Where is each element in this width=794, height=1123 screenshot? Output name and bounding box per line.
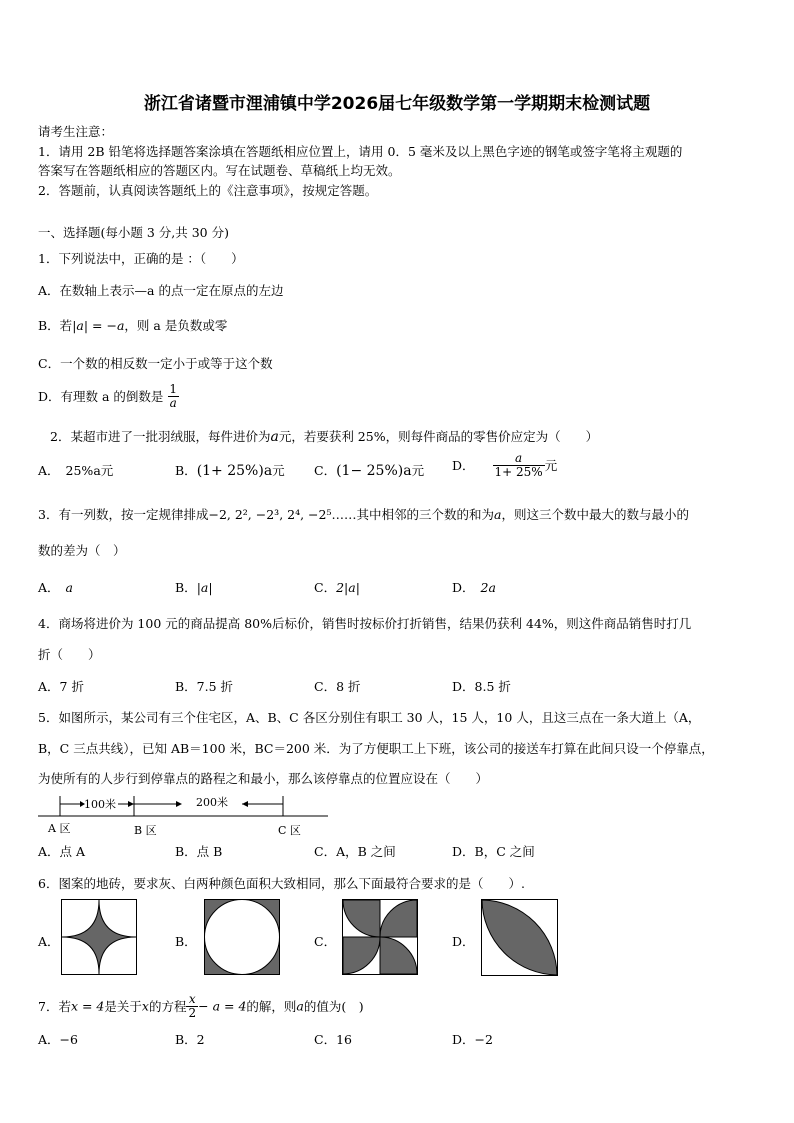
q2-stem: 2．某超市进了一批羽绒服，每件进价为a元，若要获利 25%，则每件商品的零售价应定为（ ）: [50, 429, 599, 445]
tile-d: [481, 899, 558, 976]
q6-stem: 6．图案的地砖，要求灰、白两种颜色面积大致相同，那么下面最符合要求的是（ ）.: [38, 876, 525, 891]
q7-option-c: C．16: [314, 1032, 352, 1047]
q5-option-a: A．点 A: [38, 844, 86, 859]
q3-option-b: B．|a|: [175, 580, 213, 595]
q6-option-b-label: B．: [175, 934, 197, 949]
label-zone-b: B 区: [134, 824, 157, 837]
q1-b-math: |a| = −a: [72, 318, 125, 333]
q6-option-d-label: D．: [452, 934, 475, 949]
q2-option-d: D． $\frac{a}{1+ 25\%}$ 元: [452, 451, 558, 479]
q2-option-c: C．(1− 25%)a元: [314, 463, 425, 479]
q1-option-a: A．在数轴上表示—a 的点一定在原点的左边: [38, 283, 284, 298]
notice-line-1a: 1．请用 2B 铅笔将选择题答案涂填在答题纸相应位置上，请用 0．5 毫米及以上黑色字迹的钢笔或签字笔将主观题的: [38, 144, 683, 159]
q1-option-b: B．若|a| = −a，则 a 是负数或零: [38, 318, 228, 333]
q3-option-d: D． 2a: [452, 580, 496, 595]
tile-c: [342, 899, 418, 975]
q3-option-a: A． a: [38, 580, 73, 595]
arrowhead-bc-left: [176, 801, 182, 807]
q5-line2: B，C 三点共线），已知 AB＝100 米，BC＝200 米．为了方便职工上下班，该公司的接送车打算在此间只设一个停靠点，: [38, 741, 714, 756]
q1-d-fraction: $\frac{1}{a}$: [169, 382, 178, 410]
q2-d-fraction: $\frac{a}{1+ 25\%}$: [494, 451, 543, 479]
tile-b-circle: [205, 900, 280, 975]
tile-b: [204, 899, 280, 975]
label-zone-a: A 区: [48, 822, 71, 835]
q6-option-a-label: A．: [38, 934, 60, 949]
q7-equation-fraction: $\frac{x}{2}$: [188, 992, 197, 1020]
q7-option-d: D．−2: [452, 1032, 493, 1047]
q5-option-d: D．B，C 之间: [452, 844, 535, 859]
arrowhead-bc-right: [242, 801, 248, 807]
notice-heading: 请考生注意：: [38, 124, 114, 139]
q4-option-b: B．7.5 折: [175, 679, 234, 694]
label-zone-c: C 区: [278, 824, 301, 837]
q7-option-b: B．2: [175, 1032, 205, 1047]
q3-stem-line2: 数的差为（ ）: [38, 543, 126, 558]
q3-option-c: C．2|a|: [314, 580, 360, 595]
q4-option-a: A．7 折: [38, 679, 84, 694]
label-ab: 100米: [84, 798, 116, 811]
page-title: 浙江省诸暨市浬浦镇中学2026届七年级数学第一学期期末检测试题: [143, 94, 651, 114]
q7-stem: 7．若x = 4是关于x的方程 $\frac{x}{2}$ − a = 4的解，则a的值为( ): [38, 992, 364, 1020]
q1-option-d: D．有理数 a 的倒数是 $\frac{1}{a}$: [38, 382, 178, 410]
q5-line3: 为使所有的人步行到停靠点的路程之和最小，那么该停靠点的位置应设在（ ）: [38, 771, 489, 786]
notice-line-1b: 答案写在答题纸相应的答题区内。写在试题卷、草稿纸上均无效。: [38, 163, 401, 178]
q5-road-figure: [38, 792, 330, 840]
section-heading: 一、选择题(每小题 3 分,共 30 分): [38, 225, 229, 240]
arrowhead-ab-right: [128, 801, 134, 807]
q4-line1: 4．商场将进价为 100 元的商品提高 80%后标价，销售时按标价打折销售，结果仍获利 44%，则这件商品销售时打几: [38, 616, 692, 631]
q4-option-c: C．8 折: [314, 679, 361, 694]
q7-option-a: A．−6: [38, 1032, 78, 1047]
label-bc: 200米: [196, 796, 228, 809]
q4-line2: 折（ ）: [38, 647, 101, 662]
q5-option-c: C．A，B 之间: [314, 844, 396, 859]
notice-line-2: 2．答题前，认真阅读答题纸上的《注意事项》，按规定答题。: [38, 183, 378, 198]
q5-line1: 5．如图所示，某公司有三个住宅区，A、B、C 各区分别住有职工 30 人，15 人，10 人，且这三点在一条大道上（A，: [38, 710, 701, 725]
q6-option-c-label: C．: [314, 934, 337, 949]
q3-stem: 3．有一列数，按一定规律排成−2, 2², −2³, 2⁴, −2⁵……其中相邻的三个数的和为a，则这三个数中最大的数与最小的: [38, 507, 689, 522]
tile-a: [61, 899, 137, 975]
q1-option-c: C．一个数的相反数一定小于或等于这个数: [38, 356, 273, 371]
q1-stem: 1．下列说法中，正确的是 ：（ ）: [38, 251, 244, 266]
q4-option-d: D．8.5 折: [452, 679, 511, 694]
q5-option-b: B．点 B: [175, 844, 223, 859]
q2-option-b: B．(1+ 25%)a元: [175, 463, 285, 479]
q2-option-a: A． 25%a元: [38, 463, 114, 478]
